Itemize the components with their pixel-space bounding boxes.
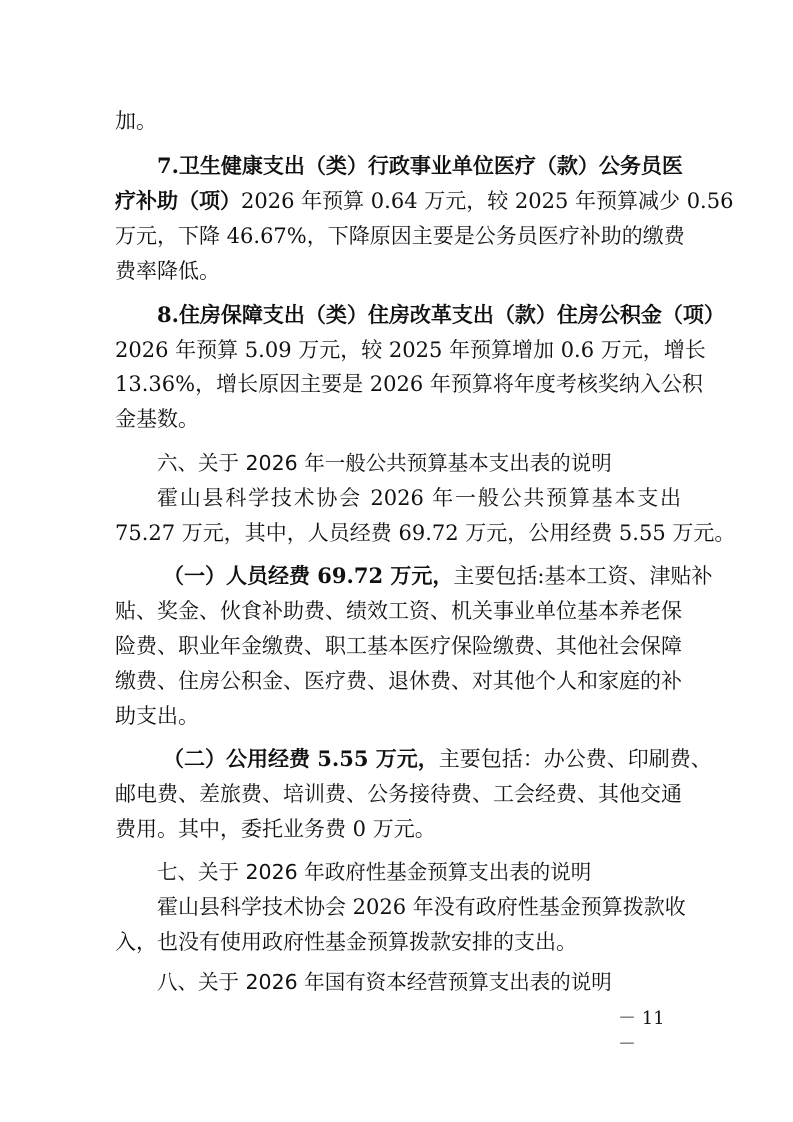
personnel-line-3: 险费、职业年金缴费、职工基本医疗保险缴费、其他社会保障 bbox=[115, 634, 682, 658]
public-expense-line-3: 费用。其中，委托业务费 0 万元。 bbox=[115, 817, 436, 841]
section7-heading: 七、关于 2026 年政府性基金预算支出表的说明 bbox=[157, 860, 592, 884]
section8-heading: 八、关于 2026 年国有资本经营预算支出表的说明 bbox=[157, 970, 612, 994]
section7-line-1: 霍山县科学技术协会 2026 年没有政府性基金预算拨款收 bbox=[157, 895, 686, 919]
personnel-line-2: 贴、奖金、伙食补助费、绩效工资、机关事业单位基本养老保 bbox=[115, 599, 682, 623]
item7-line-4: 费率降低。 bbox=[115, 259, 220, 283]
item7-line-2: 疗补助（项）2026 年预算 0.64 万元，较 2025 年预算减少 0.56 bbox=[115, 188, 734, 213]
public-expense-heading-line: （二）公用经费 5.55 万元，主要包括：办公费、印刷费、 bbox=[163, 746, 712, 771]
personnel-heading-line: （一）人员经费 69.72 万元，主要包括:基本工资、津贴补 bbox=[163, 563, 713, 588]
section6-heading: 六、关于 2026 年一般公共预算基本支出表的说明 bbox=[157, 451, 612, 475]
public-expense-line-2: 邮电费、差旅费、培训费、公务接待费、工会经费、其他交通 bbox=[115, 782, 682, 806]
item8-line-4: 金基数。 bbox=[115, 407, 199, 431]
personnel-line-4: 缴费、住房公积金、医疗费、退休费、对其他个人和家庭的补 bbox=[115, 669, 682, 693]
section6-line-1: 霍山县科学技术协会 2026 年一般公共预算基本支出 bbox=[157, 486, 681, 510]
item7-line-3: 万元，下降 46.67%，下降原因主要是公务员医疗补助的缴费 bbox=[115, 224, 685, 248]
section7-line-2: 入，也没有使用政府性基金预算拨款安排的支出。 bbox=[115, 930, 577, 954]
item8-line-2: 2026 年预算 5.09 万元，较 2025 年预算增加 0.6 万元，增长 bbox=[115, 338, 706, 362]
item7-heading-line: 7.卫生健康支出（类）行政事业单位医疗（款）公务员医 bbox=[157, 153, 683, 178]
section6-line-2: 75.27 万元，其中，人员经费 69.72 万元，公用经费 5.55 万元。 bbox=[115, 521, 736, 545]
text-line-1: 加。 bbox=[115, 109, 157, 133]
item8-heading-line: 8.住房保障支出（类）住房改革支出（款）住房公积金（项） bbox=[157, 302, 725, 327]
personnel-line-5: 助支出。 bbox=[115, 704, 199, 728]
page-number: － 11 － bbox=[618, 1008, 665, 1055]
item8-line-3: 13.36%，增长原因主要是 2026 年预算将年度考核奖纳入公积 bbox=[115, 372, 703, 396]
